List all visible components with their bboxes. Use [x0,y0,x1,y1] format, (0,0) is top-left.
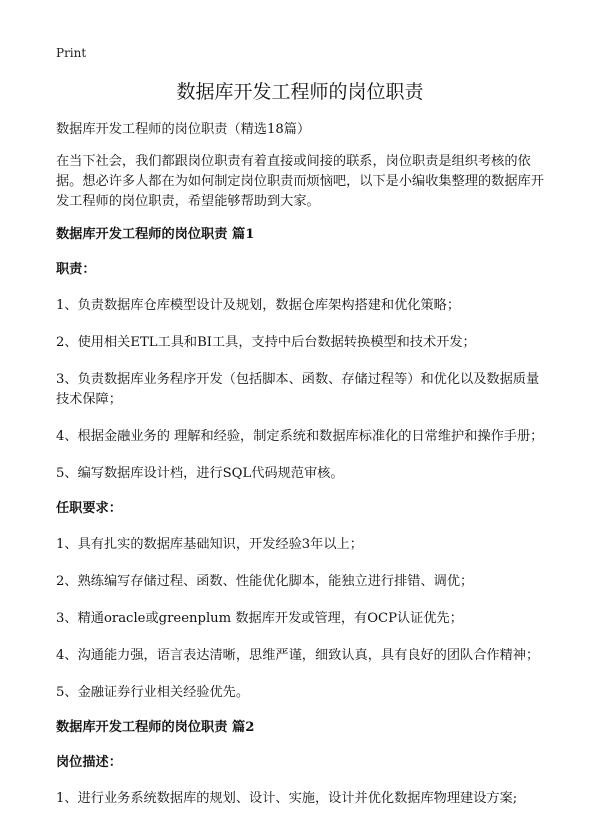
duty-item-5: 5、编写数据库设计档，进行SQL代码规范审核。 [56,466,344,481]
requirement-item-1: 1、具有扎实的数据库基础知识，开发经验3年以上； [56,537,363,552]
requirements-label: 任职要求： [56,501,122,516]
description-item-1: 1、进行业务系统数据库的规划、设计、实施，设计并优化数据库物理建设方案; [56,791,518,806]
duties-label: 职责： [56,262,96,277]
section-heading-1: 数据库开发工程师的岗位职责 篇1 [56,227,255,242]
duty-item-1: 1、负责数据库仓库模型设计及规划，数据仓库架构搭建和优化策略； [56,298,461,313]
description-label: 岗位描述： [56,755,122,770]
intro-paragraph: 在当下社会，我们都跟岗位职责有着直接或间接的联系，岗位职责是组织考核的依据。想必许多人都在为如何制定岗位职责而烦恼吧，以下是小编收集整理的数据库开发工程师的岗位职责，希望能够帮助到大家。 [56,154,544,209]
section-heading-2: 数据库开发工程师的岗位职责 篇2 [56,720,255,735]
requirement-item-3: 3、精通oracle或greenplum 数据库开发或管理，有OCP认证优先； [56,611,463,626]
print-link[interactable]: Print [56,46,87,60]
duty-item-4: 4、根据金融业务的 理解和经验，制定系统和数据库标准化的日常维护和操作手册； [56,429,544,444]
duty-item-2: 2、使用相关ETL工具和BI工具，支持中后台数据转换模型和技术开发； [56,335,476,350]
article-body [56,120,552,826]
requirement-item-5: 5、金融证券行业相关经验优先。 [56,685,250,700]
page-title: 数据库开发工程师的岗位职责 [176,81,424,103]
requirement-item-4: 4、沟通能力强，语言表达清晰，思维严谨，细致认真，具有良好的团队合作精神； [56,648,540,663]
requirement-item-2: 2、熟练编写存储过程、函数、性能优化脚本，能独立进行排错、调优； [56,574,474,589]
duty-item-3: 3、负责数据库业务程序开发（包括脚本、函数、存储过程等）和优化以及数据质量技术保障； [56,372,540,407]
article-subtitle: 数据库开发工程师的岗位职责（精选18篇） [56,122,311,137]
